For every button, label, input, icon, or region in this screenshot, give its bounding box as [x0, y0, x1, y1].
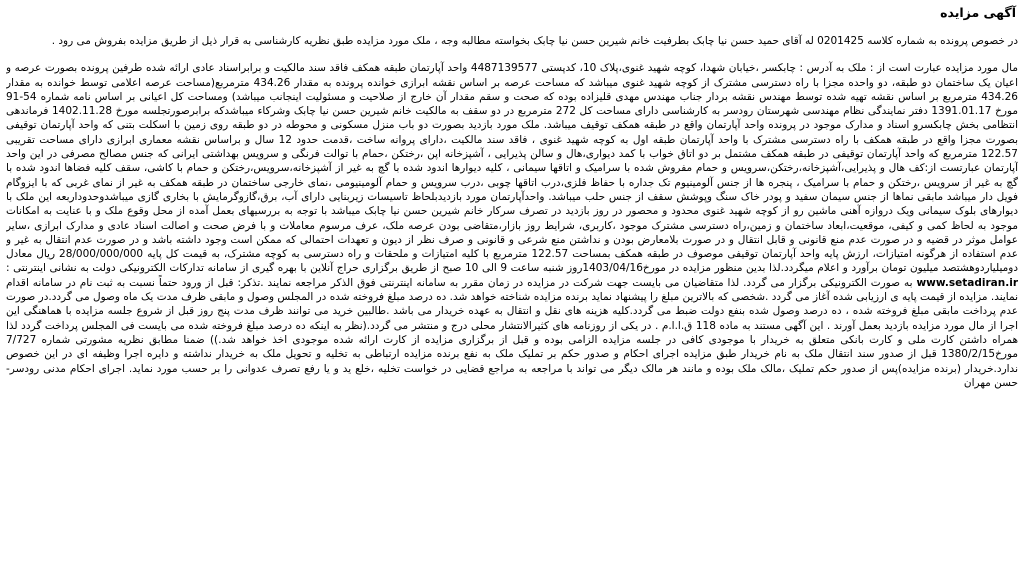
- notice-body: [6, 61, 1018, 390]
- notice-body-part1: مال مورد مزایده عبارت است از : ملک به آدرس : چابکسر ،خیابان شهدا، کوچه شهید غنوی،پلاک 10، کدپستی 4487139577 واحد آپارتمان طبقه همکف فاقد سند مالکیت و برابراسناد عادی ارائه شده طرفین پرونده بصورت عرصه و اعیان یک ساختمان دو طبقه، دو واحده مجزا با راه دسترسی مشترک از کوچه شهید غنوی میباشد که مساحت عرصه بر اساس نقشه ابرازی خوانده پرونده به مقدار 434.26 مترمربع(مساحت عرصه اعلامی توسط خوانده به مقدار 434.26 مترمربع بر اساس نقشه تهیه شده توسط مهندس نقشه بردار جناب مهندس مهدی قلیزاده بوده که صحت و سقم مقدار آن خارج از صلاحیت و مسئولیت اینجانب میباشد) ومساحت کل اعیانی بر اساس نامه شماره 54-91 مورخ 1391.01.17 دفتر نمایندگی نظام مهندسی شهرستان رودسر به کارشناسی دارای مساحت کل 272 مترمربع در دو سقف به مالکیت خانم شیرین حسن نیا چابک وشرکاء میباشدکه برابرصورتجلسه مورخ 1402.11.28 فرماندهی انتظامی بخش چابکسرو اسناد و مدارک موجود در پرونده واحد آپارتمان واقع در طبقه همکف توقیف میباشد. ملک مورد بازدید بصورت دو باب منزل مسکونی و محوطه در دو طبقه روی زمین با اسکلت بتنی که واحد آپارتمان توقیفی بصورت مجزا واقع در طبقه همکف با راه دسترسی مشترک با واحد آپارتمان طبقه اول به کوچه شهید غنوی ، فاقد سند مالکیت ،دارای پروانه ساخت ،قدمت حدود 12 سال و براساس نقشه معماری ابرازی دارای مساحت تقریبی 122.57 مترمربع که واحد آپارتمان توقیفی در طبقه همکف مشتمل بر دو اتاق خواب با کمد دیواری،هال و سالن پذیرایی ، آشپزخانه اپن ،رختکن ،حمام با توالت فرنگی و سرویس بهداشتی ایرانی که جنس مصالح مصرفی در این واحد آپارتمان عبارتست از:کف هال و پذیرایی،آشپزخانه،رختکن،سرویس و حمام مفروش شده با سرامیک و اتاقها سیمانی ، کلیه دیوارها اندود شده با گچ به غیر از آشپزخانه،سرویس،رختکن و حمام با کاشی، سقف کلیه فضاها اندود شده با گچ به غیر از سرویس ،رختکن و حمام با سرامیک ، پنجره ها از جنس آلومینیوم تک جداره با حفاظ فلزی،درب اتاقها چوبی ،درب سرویس و حمام آلومینیومی ،نمای خارجی ساختمان در طبقه همکف به غیر از نمای غربی که با ایزوگام فویل دار میباشد مابقی نماها از جنس سیمان سفید و پودر خاک سنگ وپوشش سقف از جنس حلب میباشد. واحدآپارتمان مورد بازدیدبلحاظ تاسیسات زیربنایی دارای آب، برق،گازوگرمایش با بخاری گازی میباشدوحدوداربعه این ملک با دیوارهای بلوک سیمانی ویک دروازه آهنی ماشین رو از کوچه شهید غنوی محدود و محصور در روز بازدید در تصرف سرکار خانم شیرین حسن نیا چابک میباشد با توجه به بررسیهای بعمل آمده از محل وقوع ملک و با عنایت به امکانات موجود به لحاظ کمی و کیفی، موقعیت،ابعاد ساختمان و زمین،راه دسترسی مشترک موجود ،کاربری، شرایط روز بازار،متقاضی بودن عرصه ملک، عرف مرسوم معاملات و با فرض صحت و اصالت اسناد عادی و مدارک ابرازی ،سایر عوامل موثر در قضیه و در صورت عدم منع قانونی و قابل انتقال و در صورت بلامعارض بودن و نداشتن منع شرعی و قانونی و صرف نظر از دیون و تعهدات احتمالی که ممکن است وجود داشته باشد و در صورت عدم انتقال به غیر و عدم استفاده از هرگونه امتیازات، ارزش پایه واحد آپارتمان توقیفی موصوف در طبقه همکف بمساحت 122.57 مترمربع با کلیه امتیازات و ملحقات و راه دسترسی به کوچه مشترک، به قیمت کل پایه 28/000/000/000 ریال معادل دومیلیاردوهشتصد میلیون تومان برآورد و اعلام میگردد.لذا بدین منظور مزایده در مورخ1403/04/16روز شنبه ساعت 9 الی 10 صبح از طریق برگزاری حراج آنلاین با بهره گیری از سامانه تدارکات الکترونیکی دولت به نشانی اینترنتی :: [6, 62, 1018, 275]
- auction-website-link[interactable]: www.setadiran.ir: [916, 276, 1018, 289]
- notice-title: آگهی مزایده: [940, 5, 1016, 20]
- notice-intro: در خصوص پرونده به شماره کلاسه 0201425 له آقای حمید حسن نیا چابک بطرفیت خانم شیرین حسن نیا چابک بخواسته مطالبه وجه ، ملک مورد مزایده طبق نظریه کارشناسی به قرار ذیل از طریق مزایده بفروش می رود .: [51, 35, 1018, 47]
- notice-body-part2: به صورت الکترونیکی برگزار می گردد. لذا متقاضیان می بایست جهت شرکت در مزایده در زمان مقرر به سامانه اینترنتی فوق الذکر مراجعه نمایند .تذکر: قبل از ورود حتماً نسبت به ثبت نام در سامانه اقدام نمایند. مزایده از قیمت پایه ی ارزیابی شده آغاز می گردد .شخصی که بالاترین مبلغ را پیشنهاد نماید برنده مزایده شناخته خواهد شد. ده درصد مبلغ فروخته شده در المجلس وصول و مابقی ظرف مدت یک ماه وصول می گردد.در صورت عدم پرداخت مابقی مبلغ فروخته شده ، ده درصد وصول شده بنفع دولت ضبط می گردد.کلیه هزینه های نقل و انتقال به عهده خریدار می باشد .طالبین خرید می توانند ظرف مدت پنج روز قبل از شروع جلسه مزایده با هماهنگی این اجرا از مال مورد مزایده بازدید بعمل آورند . این آگهی مستند به ماده 118 ق.ا.ا.م . در یکی از روزنامه های کثیرالانتشار محلی درج و منتشر می گردد.(نظر به اینکه ده درصد مبلغ فروخته شده می بایست فی المجلس پرداخت گردد لذا همراه داشتن کارت ملی و کارت بانکی متعلق به خریدار با موجودی کافی در جلسه مزایده الزامی بوده و قبل از برگزاری مزایده از کارت ارائه شده موجودی اخذ خواهد شد.)) ضمنا مطابق نظریه مشورتی شماره 7/727 مورخ1380/2/15 قبل از صدور سند انتقال ملک به نام خریدار طبق مزایده اجرای احکام و صدور حکم بر تملیک ملک به نفع برنده مزایده ارتباطی به تخلیه و تحویل ملک به خریدار نداشته و دایره اجرا وظیفه ای در این خصوص ندارد.خریدار (برنده مزایده)پس از صدور حکم تملیک ،مالک ملک بوده و مانند هر مالک دیگر می تواند با مراجعه به مراجع قضایی در خواست تخلیه ،خلع ید و یا رفع تصرف عدوانی را بر حسب مورد نماید. اجرای احکام مدنی رودسر-حسن مهران: [6, 276, 1018, 389]
- auction-notice: [6, 4, 1018, 562]
